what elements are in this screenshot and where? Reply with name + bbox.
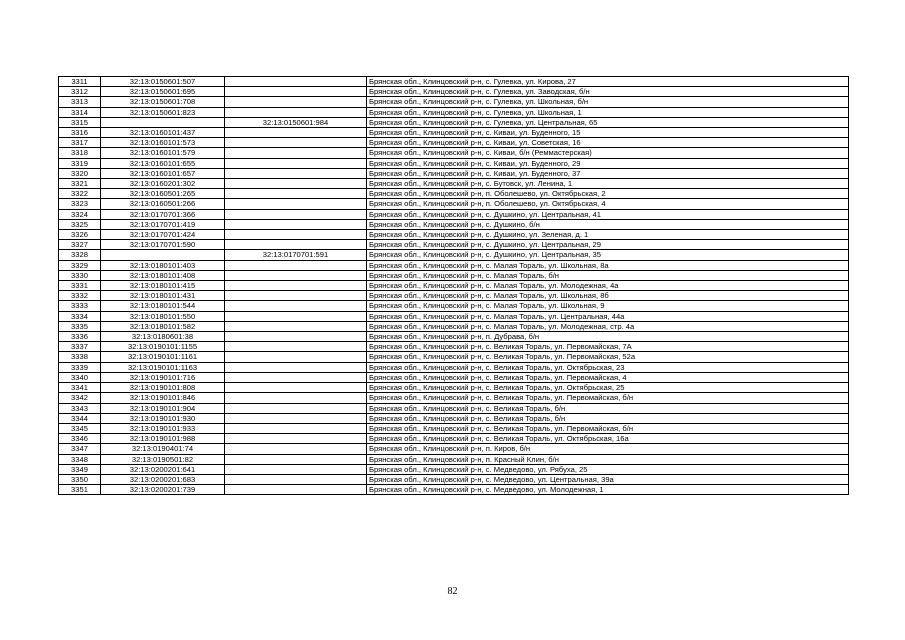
table-row (59, 413, 849, 423)
address-cell: Брянская обл., Клинцовский р-н, с. Малая Topaль, ул. Школьная, 8б (367, 291, 849, 301)
address-cell: Брянская обл., Клинцовский р-н, с. Киваи, ул. Буденного, 37 (367, 168, 849, 178)
address-cell: Брянская обл., Клинцовский р-н, с. Киваи, б/н (Реммастерская) (367, 148, 849, 158)
address-cell: Брянская обл., Клинцовский р-н, с. Душкино, ул. Зеленая, д. 1 (367, 230, 849, 240)
cadastral-number-cell: 32:13:0200201:739 (101, 485, 225, 495)
row-number-cell: 3316 (59, 128, 101, 138)
cadastral-number-cell: 32:13:0180101:544 (101, 301, 225, 311)
cadastral-number-cell: 32:13:0160501:265 (101, 189, 225, 199)
row-number-cell: 3329 (59, 260, 101, 270)
cadastral-number-secondary-cell: 32:13:0150601:984 (225, 117, 367, 127)
cadastral-number-cell: 32:13:0180101:431 (101, 291, 225, 301)
row-number-cell: 3313 (59, 97, 101, 107)
cadastral-number-secondary-cell (225, 332, 367, 342)
table-row (59, 485, 849, 495)
cadastral-number-secondary-cell (225, 403, 367, 413)
cadastral-number-cell (101, 250, 225, 260)
cadastral-number-cell: 32:13:0180101:415 (101, 281, 225, 291)
cadastral-number-secondary-cell (225, 209, 367, 219)
address-cell: Брянская обл., Клинцовский р-н, с. Великая Topaль, ул. Первомайская, 7А (367, 342, 849, 352)
cadastral-number-cell: 32:13:0160101:437 (101, 128, 225, 138)
registry-table (58, 76, 849, 495)
table-row (59, 168, 849, 178)
cadastral-number-cell: 32:13:0170701:419 (101, 219, 225, 229)
address-cell: Брянская обл., Клинцовский р-н, с. Медведово, ул. Центральная, 39а (367, 474, 849, 484)
row-number-cell: 3332 (59, 291, 101, 301)
table-row (59, 383, 849, 393)
address-cell: Брянская обл., Клинцовский р-н, с. Гулевка, ул. Кирова, 27 (367, 77, 849, 87)
cadastral-number-secondary-cell (225, 281, 367, 291)
cadastral-number-secondary-cell (225, 464, 367, 474)
address-cell: Брянская обл., Клинцовский р-н, с. Бутовск, ул. Ленина, 1 (367, 179, 849, 189)
address-cell: Брянская обл., Клинцовский р-н, с. Великая Topaль, б/н (367, 413, 849, 423)
row-number-cell: 3337 (59, 342, 101, 352)
row-number-cell: 3349 (59, 464, 101, 474)
address-cell: Брянская обл., Клинцовский р-н, с. Гулевка, ул. Заводская, б/н (367, 87, 849, 97)
cadastral-number-secondary-cell (225, 138, 367, 148)
row-number-cell: 3336 (59, 332, 101, 342)
table-row (59, 77, 849, 87)
table-row (59, 474, 849, 484)
cadastral-number-secondary-cell (225, 219, 367, 229)
table-row (59, 423, 849, 433)
row-number-cell: 3341 (59, 383, 101, 393)
row-number-cell: 3330 (59, 270, 101, 280)
row-number-cell: 3321 (59, 179, 101, 189)
table-row (59, 138, 849, 148)
cadastral-number-secondary-cell (225, 168, 367, 178)
row-number-cell: 3342 (59, 393, 101, 403)
cadastral-number-secondary-cell (225, 362, 367, 372)
cadastral-number-secondary-cell (225, 311, 367, 321)
table-row (59, 372, 849, 382)
cadastral-number-cell: 32:13:0160101:579 (101, 148, 225, 158)
cadastral-number-cell: 32:13:0180101:550 (101, 311, 225, 321)
table-row (59, 362, 849, 372)
row-number-cell: 3343 (59, 403, 101, 413)
cadastral-number-secondary-cell (225, 189, 367, 199)
address-cell: Брянская обл., Клинцовский р-н, п. Красный Клин, б/н (367, 454, 849, 464)
row-number-cell: 3328 (59, 250, 101, 260)
row-number-cell: 3319 (59, 158, 101, 168)
address-cell: Брянская обл., Клинцовский р-н, с. Киваи, ул. Буденного, 29 (367, 158, 849, 168)
row-number-cell: 3333 (59, 301, 101, 311)
table-row (59, 342, 849, 352)
cadastral-number-secondary-cell (225, 444, 367, 454)
table-row (59, 230, 849, 240)
cadastral-number-secondary-cell (225, 454, 367, 464)
address-cell: Брянская обл., Клинцовский р-н, с. Душкино, ул. Центральная, 29 (367, 240, 849, 250)
row-number-cell: 3331 (59, 281, 101, 291)
row-number-cell: 3347 (59, 444, 101, 454)
cadastral-number-cell: 32:13:0150601:507 (101, 77, 225, 87)
address-cell: Брянская обл., Клинцовский р-н, с. Малая Topaль, ул. Центральная, 44а (367, 311, 849, 321)
row-number-cell: 3351 (59, 485, 101, 495)
cadastral-number-cell: 32:13:0190101:988 (101, 434, 225, 444)
address-cell: Брянская обл., Клинцовский р-н, с. Великая Topaль, б/н (367, 403, 849, 413)
cadastral-number-secondary-cell (225, 87, 367, 97)
cadastral-number-secondary-cell (225, 301, 367, 311)
row-number-cell: 3312 (59, 87, 101, 97)
cadastral-number-secondary-cell: 32:13:0170701:591 (225, 250, 367, 260)
cadastral-number-secondary-cell (225, 179, 367, 189)
table-row (59, 107, 849, 117)
row-number-cell: 3317 (59, 138, 101, 148)
row-number-cell: 3311 (59, 77, 101, 87)
table-row (59, 281, 849, 291)
cadastral-number-cell: 32:13:0190501:82 (101, 454, 225, 464)
address-cell: Брянская обл., Клинцовский р-н, с. Великая Topaль, ул. Первомайская, 52а (367, 352, 849, 362)
cadastral-number-secondary-cell (225, 291, 367, 301)
table-row (59, 209, 849, 219)
address-cell: Брянская обл., Клинцовский р-н, с. Гулевка, ул. Школьная, 1 (367, 107, 849, 117)
row-number-cell: 3322 (59, 189, 101, 199)
cadastral-number-secondary-cell (225, 383, 367, 393)
cadastral-number-secondary-cell (225, 107, 367, 117)
cadastral-number-secondary-cell (225, 342, 367, 352)
table-row (59, 332, 849, 342)
address-cell: Брянская обл., Клинцовский р-н, с. Гулевка, ул. Школьная, б/н (367, 97, 849, 107)
address-cell: Брянская обл., Клинцовский р-н, с. Медведово, ул. Рябуха, 25 (367, 464, 849, 474)
cadastral-number-cell: 32:13:0190101:1161 (101, 352, 225, 362)
cadastral-number-cell: 32:13:0200201:683 (101, 474, 225, 484)
cadastral-number-cell: 32:13:0170701:366 (101, 209, 225, 219)
table-row (59, 291, 849, 301)
table-row (59, 87, 849, 97)
cadastral-number-cell: 32:13:0150601:708 (101, 97, 225, 107)
table-row (59, 199, 849, 209)
cadastral-number-secondary-cell (225, 158, 367, 168)
address-cell: Брянская обл., Клинцовский р-н, с. Великая Topaль, ул. Октябрьская, 25 (367, 383, 849, 393)
address-cell: Брянская обл., Клинцовский р-н, п. Оболешево, ул. Октябрьская, 2 (367, 189, 849, 199)
address-cell: Брянская обл., Клинцовский р-н, с. Малая Topaль, ул. Молодежная, 4а (367, 281, 849, 291)
cadastral-number-secondary-cell (225, 372, 367, 382)
cadastral-number-cell: 32:13:0170701:424 (101, 230, 225, 240)
address-cell: Брянская обл., Клинцовский р-н, с. Душкино, ул. Центральная, 41 (367, 209, 849, 219)
cadastral-number-secondary-cell (225, 128, 367, 138)
table-row (59, 260, 849, 270)
address-cell: Брянская обл., Клинцовский р-н, с. Медведово, ул. Молодежная, 1 (367, 485, 849, 495)
cadastral-number-cell: 32:13:0170701:590 (101, 240, 225, 250)
row-number-cell: 3338 (59, 352, 101, 362)
cadastral-number-cell: 32:13:0180601:38 (101, 332, 225, 342)
cadastral-number-secondary-cell (225, 434, 367, 444)
cadastral-number-secondary-cell (225, 423, 367, 433)
table-row (59, 321, 849, 331)
address-cell: Брянская обл., Клинцовский р-н, п. Дубрава, б/н (367, 332, 849, 342)
table-row (59, 250, 849, 260)
row-number-cell: 3334 (59, 311, 101, 321)
address-cell: Брянская обл., Клинцовский р-н, с. Душкино, б/н (367, 219, 849, 229)
page-number: 82 (447, 586, 458, 597)
cadastral-number-cell: 32:13:0190101:716 (101, 372, 225, 382)
row-number-cell: 3315 (59, 117, 101, 127)
table-row (59, 270, 849, 280)
table-row (59, 301, 849, 311)
cadastral-number-cell: 32:13:0190101:1163 (101, 362, 225, 372)
table-row (59, 454, 849, 464)
cadastral-number-cell: 32:13:0160101:657 (101, 168, 225, 178)
cadastral-number-cell: 32:13:0160501:266 (101, 199, 225, 209)
cadastral-number-secondary-cell (225, 393, 367, 403)
address-cell: Брянская обл., Клинцовский р-н, с. Великая Topaль, ул. Октябрьская, 23 (367, 362, 849, 372)
table-row (59, 97, 849, 107)
table-row (59, 393, 849, 403)
table-row (59, 148, 849, 158)
cadastral-number-cell (101, 117, 225, 127)
table-row (59, 128, 849, 138)
address-cell: Брянская обл., Клинцовский р-н, с. Гулевка, ул. Центральная, 65 (367, 117, 849, 127)
cadastral-number-cell: 32:13:0190101:904 (101, 403, 225, 413)
cadastral-number-cell: 32:13:0190101:930 (101, 413, 225, 423)
row-number-cell: 3335 (59, 321, 101, 331)
row-number-cell: 3326 (59, 230, 101, 240)
cadastral-number-cell: 32:13:0190101:1155 (101, 342, 225, 352)
cadastral-number-secondary-cell (225, 77, 367, 87)
address-cell: Брянская обл., Клинцовский р-н, с. Великая Topaль, ул. Первомайская, б/н (367, 393, 849, 403)
table-row (59, 179, 849, 189)
cadastral-number-cell: 32:13:0190401:74 (101, 444, 225, 454)
cadastral-number-secondary-cell (225, 485, 367, 495)
address-cell: Брянская обл., Клинцовский р-н, с. Малая Topaль, ул. Школьная, 8а (367, 260, 849, 270)
address-cell: Брянская обл., Клинцовский р-н, с. Великая Topaль, ул. Октябрьская, 16а (367, 434, 849, 444)
cadastral-number-cell: 32:13:0190101:846 (101, 393, 225, 403)
row-number-cell: 3350 (59, 474, 101, 484)
table-row (59, 219, 849, 229)
row-number-cell: 3323 (59, 199, 101, 209)
cadastral-number-cell: 32:13:0190101:808 (101, 383, 225, 393)
table-row (59, 158, 849, 168)
table-row (59, 464, 849, 474)
row-number-cell: 3344 (59, 413, 101, 423)
cadastral-number-cell: 32:13:0150601:695 (101, 87, 225, 97)
row-number-cell: 3340 (59, 372, 101, 382)
cadastral-number-cell: 32:13:0180101:582 (101, 321, 225, 331)
cadastral-number-secondary-cell (225, 474, 367, 484)
table-row (59, 434, 849, 444)
cadastral-number-cell: 32:13:0180101:403 (101, 260, 225, 270)
row-number-cell: 3346 (59, 434, 101, 444)
cadastral-number-cell: 32:13:0200201:641 (101, 464, 225, 474)
row-number-cell: 3325 (59, 219, 101, 229)
address-cell: Брянская обл., Клинцовский р-н, с. Великая Topaль, ул. Первомайская, 4 (367, 372, 849, 382)
registry-table-body (59, 77, 849, 495)
table-row (59, 352, 849, 362)
row-number-cell: 3345 (59, 423, 101, 433)
row-number-cell: 3320 (59, 168, 101, 178)
address-cell: Брянская обл., Клинцовский р-н, с. Малая Topaль, б/н (367, 270, 849, 280)
row-number-cell: 3348 (59, 454, 101, 464)
table-row (59, 311, 849, 321)
address-cell: Брянская обл., Клинцовский р-н, п. Киров, б/н (367, 444, 849, 454)
row-number-cell: 3318 (59, 148, 101, 158)
row-number-cell: 3327 (59, 240, 101, 250)
address-cell: Брянская обл., Клинцовский р-н, с. Душкино, ул. Центральная, 35 (367, 250, 849, 260)
cadastral-number-secondary-cell (225, 148, 367, 158)
cadastral-number-secondary-cell (225, 321, 367, 331)
row-number-cell: 3324 (59, 209, 101, 219)
cadastral-number-cell: 32:13:0150601:823 (101, 107, 225, 117)
table-row (59, 240, 849, 250)
cadastral-number-secondary-cell (225, 260, 367, 270)
table-row (59, 403, 849, 413)
cadastral-number-secondary-cell (225, 413, 367, 423)
address-cell: Брянская обл., Клинцовский р-н, п. Оболешево, ул. Октябрьская, 4 (367, 199, 849, 209)
cadastral-number-cell: 32:13:0190101:933 (101, 423, 225, 433)
cadastral-number-secondary-cell (225, 270, 367, 280)
cadastral-number-cell: 32:13:0160101:573 (101, 138, 225, 148)
row-number-cell: 3339 (59, 362, 101, 372)
cadastral-number-cell: 32:13:0180101:408 (101, 270, 225, 280)
cadastral-number-secondary-cell (225, 97, 367, 107)
cadastral-number-secondary-cell (225, 230, 367, 240)
cadastral-number-cell: 32:13:0160101:655 (101, 158, 225, 168)
address-cell: Брянская обл., Клинцовский р-н, с. Малая Topaль, ул. Молодежная, стр. 4а (367, 321, 849, 331)
row-number-cell: 3314 (59, 107, 101, 117)
address-cell: Брянская обл., Клинцовский р-н, с. Малая Topaль, ул. Школьная, 9 (367, 301, 849, 311)
cadastral-number-cell: 32:13:0160201:302 (101, 179, 225, 189)
cadastral-number-secondary-cell (225, 352, 367, 362)
address-cell: Брянская обл., Клинцовский р-н, с. Киваи, ул. Советская, 16 (367, 138, 849, 148)
address-cell: Брянская обл., Клинцовский р-н, с. Киваи, ул. Буденного, 15 (367, 128, 849, 138)
address-cell: Брянская обл., Клинцовский р-н, с. Великая Topaль, ул. Первомайская, б/н (367, 423, 849, 433)
table-row (59, 189, 849, 199)
cadastral-number-secondary-cell (225, 240, 367, 250)
table-row (59, 117, 849, 127)
table-row (59, 444, 849, 454)
cadastral-number-secondary-cell (225, 199, 367, 209)
